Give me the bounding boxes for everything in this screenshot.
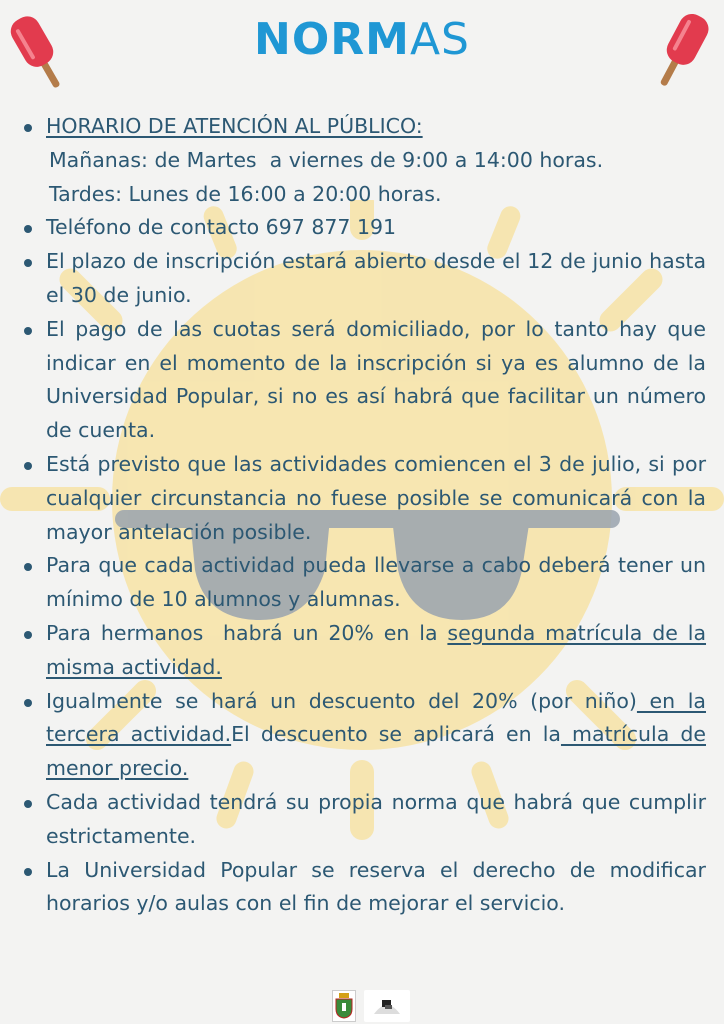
- universidad-popular-logo: [364, 990, 410, 1022]
- horario-mananas: Mañanas: de Martes a viernes de 9:00 a 14:00 horas.: [49, 147, 604, 172]
- rule-hermanos: [22, 617, 706, 685]
- horario-tardes: Tardes: Lunes de 16:00 a 20:00 horas.: [49, 181, 442, 206]
- rule-minimo: Para que cada actividad pueda llevarse a cabo deberá tener un mínimo de 10 alumnos y alumnas.: [22, 549, 706, 617]
- hermanos-underlined: segunda matrícula de la misma actividad.: [46, 620, 707, 679]
- descuento-underlined-2: matrícula de menor precio.: [46, 722, 706, 781]
- descuento-text-2: El descuento se aplicará en la: [231, 722, 561, 747]
- title-bold: NORM: [254, 14, 410, 65]
- rule-telefono: Teléfono de contacto 697 877 191: [22, 211, 706, 245]
- rules-list: [22, 110, 706, 921]
- rule-descuento: [22, 685, 706, 786]
- rule-pago: El pago de las cuotas será domiciliado, por lo tanto hay que indicar en el momento de la inscripción si ya es alumno de la Universidad Popular, si no es así habrá que facilitar un número de cuenta.: [22, 313, 706, 448]
- descuento-text: Igualmente se hará un descuento del 20% (por niño): [46, 688, 637, 713]
- rule-horario: [22, 110, 706, 144]
- page-title: [0, 14, 724, 65]
- horario-label: HORARIO DE ATENCIÓN AL PÚBLICO:: [46, 114, 423, 138]
- hermanos-text: Para hermanos habrá un 20% en la: [46, 620, 448, 645]
- descuento-underlined-1: en la tercera actividad.: [46, 688, 706, 747]
- rule-previsto: Está previsto que las actividades comiencen el 3 de julio, si por cualquier circunstancia no fuese posible se comunicará con la mayor antelación posible.: [22, 448, 706, 549]
- title-thin: AS: [409, 14, 470, 65]
- footer-logos: [332, 990, 410, 1022]
- rule-plazo: El plazo de inscripción estará abierto desde el 12 de junio hasta el 30 de junio.: [22, 245, 706, 313]
- coat-of-arms-icon: [332, 990, 356, 1022]
- rule-norma: Cada actividad tendrá su propia norma que habrá que cumplir estrictamente.: [22, 786, 706, 854]
- rule-reserva: La Universidad Popular se reserva el derecho de modificar horarios y/o aulas con el fin de mejorar el servicio.: [22, 854, 706, 922]
